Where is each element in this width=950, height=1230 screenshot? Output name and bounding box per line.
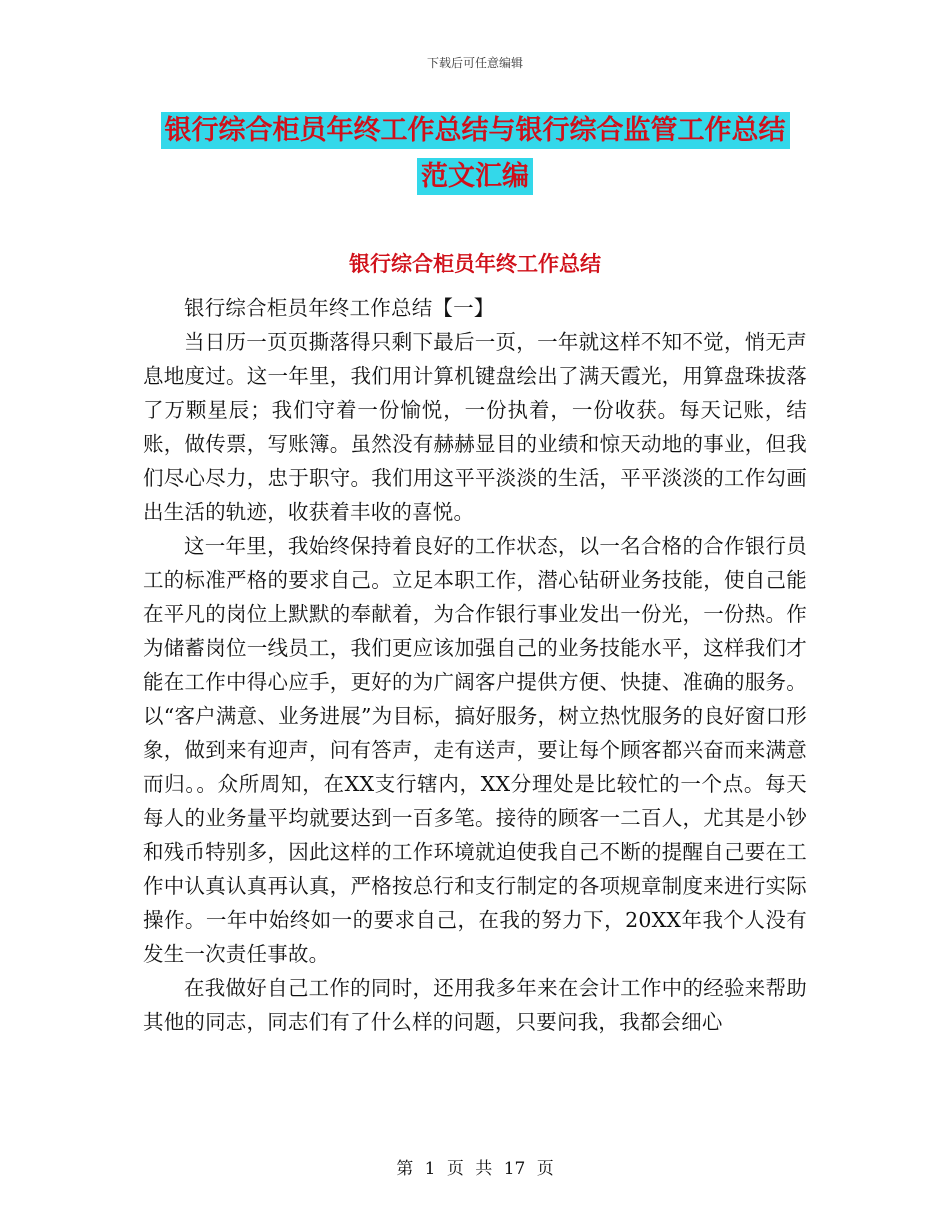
document-title-line-1 bbox=[0, 108, 950, 154]
title-highlight: 范文汇编 bbox=[417, 158, 533, 195]
title-highlight: 银行综合柜员年终工作总结与银行综合监管工作总结 bbox=[161, 112, 790, 149]
paragraph: 这一年里，我始终保持着良好的工作状态，以一名合格的合作银行员工的标准严格的要求自己。立足本职工作，潜心钻研业务技能，使自己能在平凡的岗位上默默的奉献着，为合作银行事业发出一份光，一份热。作为储蓄岗位一线员工，我们更应该加强自己的业务技能水平，这样我们才能在工作中得心应手，更好的为广阔客户提供方便、快捷、准确的服务。以“客户满意、业务进展”为目标，搞好服务，树立热忱服务的良好窗口形象，做到来有迎声，问有答声，走有送声，要让每个顾客都兴奋而来满意而归。。众所周知，在XX支行辖内，XX分理处是比较忙的一个点。每天每人的业务量平均就要达到一百多笔。接待的顾客一二百人，尤其是小钞和残币特别多，因此这样的工作环境就迫使我自己不断的提醒自己要在工作中认真认真再认真，严格按总行和支行制定的各项规章制度来进行实际操作。一年中始终如一的要求自己，在我的努力下，20XX年我个人没有发生一次责任事故。 bbox=[143, 534, 807, 966]
document-title bbox=[0, 108, 950, 200]
body-text bbox=[143, 291, 807, 1039]
page-number-footer: 第 1 页 共 17 页 bbox=[396, 1159, 554, 1179]
section-heading: 银行综合柜员年终工作总结 bbox=[349, 252, 601, 276]
paragraph: 在我做好自己工作的同时，还用我多年来在会计工作中的经验来帮助其他的同志，同志们有了什么样的问题，只要问我，我都会细心 bbox=[143, 976, 807, 1034]
document-title-line-2 bbox=[0, 154, 950, 200]
paragraph: 当日历一页页撕落得只剩下最后一页，一年就这样不知不觉，悄无声息地度过。这一年里，我们用计算机键盘绘出了满天霞光，用算盘珠拔落了万颗星辰；我们守着一份愉悦，一份执着，一份收获。每天记账，结账，做传票，写账簿。虽然没有赫赫显目的业绩和惊天动地的事业，但我们尽心尽力，忠于职守。我们用这平平淡淡的生活，平平淡淡的工作勾画出生活的轨迹，收获着丰收的喜悦。 bbox=[143, 330, 807, 524]
header-note: 下载后可任意编辑 bbox=[426, 56, 523, 70]
paragraph: 银行综合柜员年终工作总结【一】 bbox=[184, 296, 495, 320]
